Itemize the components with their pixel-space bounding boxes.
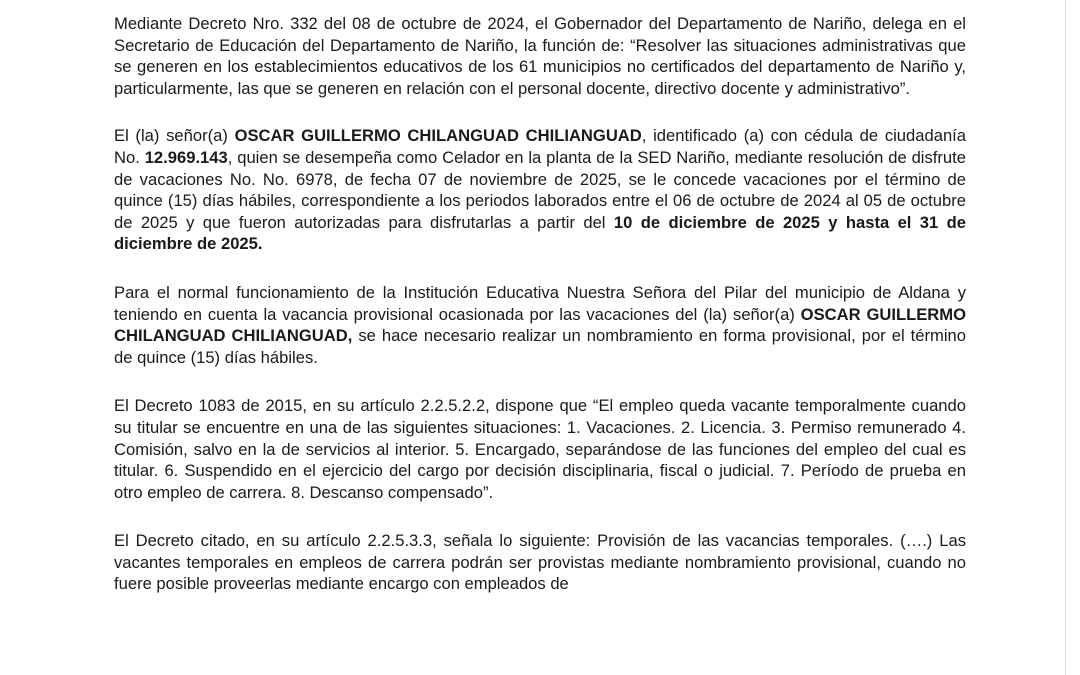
text-segment: se hace necesario realizar un nombramiento en forma provisional, por el término de quince (15) días hábiles. — [114, 326, 966, 367]
document-body — [114, 13, 966, 621]
text-segment: Para el normal funcionamiento de la Institución Educativa Nuestra Señora del Pilar del municipio de Aldana y teniendo en cuenta la vacancia provisional ocasionada por las vacaciones del (la) señor(a) — [114, 282, 966, 324]
vacation-dates: 10 de diciembre de 2025 y hasta el 31 de diciembre de 2025. — [114, 212, 966, 254]
cedula-number: 12.969.143 — [144, 147, 228, 167]
text-segment: El (la) señor(a) — [114, 126, 235, 146]
text-segment: El Decreto 1083 de 2015, en su artículo 2.2.5.2.2, dispone que “El empleo queda vacante temporalmente cuando su titular se encuentre en una de las siguientes situaciones: 1. Vacaciones. 2. Licencia. 3. Permiso remunerado 4. Comisión, salvo en la de servicios al interior. 5. Encargado, separándose de las funciones del empleo del cual es titular. 6. Suspendido en el ejercicio del cargo por decisión disciplinaria, fiscal o judicial. 7. Período de prueba en otro empleo de carrera. 8. Descanso compensado”. — [114, 396, 966, 502]
paragraph-nombramiento — [114, 282, 966, 368]
paragraph-vacaciones — [114, 125, 966, 255]
paragraph-decreto-332 — [114, 13, 966, 99]
text-segment: , quien se desempeña como Celador en la planta de la SED Nariño, mediante resolución de disfrute de vacaciones No. No. 6978, de fecha 07 de noviembre de 2025, se le concede vacaciones por el término de quince (15) días hábiles, correspondiente a los periodos laborados entre el 06 de octubre de 2024 al 05 de octubre de 2025 y que fueron autorizadas para disfrutarlas a partir del — [114, 147, 966, 232]
employee-name: OSCAR GUILLERMO CHILANGUAD CHILIANGUAD, — [114, 304, 966, 346]
paragraph-provision-vacancias — [114, 530, 966, 595]
paragraph-decreto-1083 — [114, 395, 966, 503]
text-segment: El Decreto citado, en su artículo 2.2.5.3.3, señala lo siguiente: Provisión de las vacancias temporales. (….) Las vacantes temporales en empleos de carrera podrán ser provistas mediante nombramiento provisional, cuando no fuere posible proveerlas mediante encargo con empleados de — [114, 531, 966, 594]
employee-name: OSCAR GUILLERMO CHILANGUAD CHILIANGUAD — [234, 126, 642, 146]
page-edge-line — [1065, 0, 1066, 675]
text-segment: , identificado (a) con cédula de ciudadanía No. — [114, 126, 967, 167]
text-segment: Mediante Decreto Nro. 332 del 08 de octubre de 2024, el Gobernador del Departamento de Nariño, delega en el Secretario de Educación del Departamento de Nariño, la función de: “Resolver las situaciones administrativas que se generen en los establecimientos educativos de los 61 municipios no certificados del departamento de Nariño y, particularmente, las que se generen en relación con el personal docente, directivo docente y administrativo”. — [114, 14, 966, 98]
